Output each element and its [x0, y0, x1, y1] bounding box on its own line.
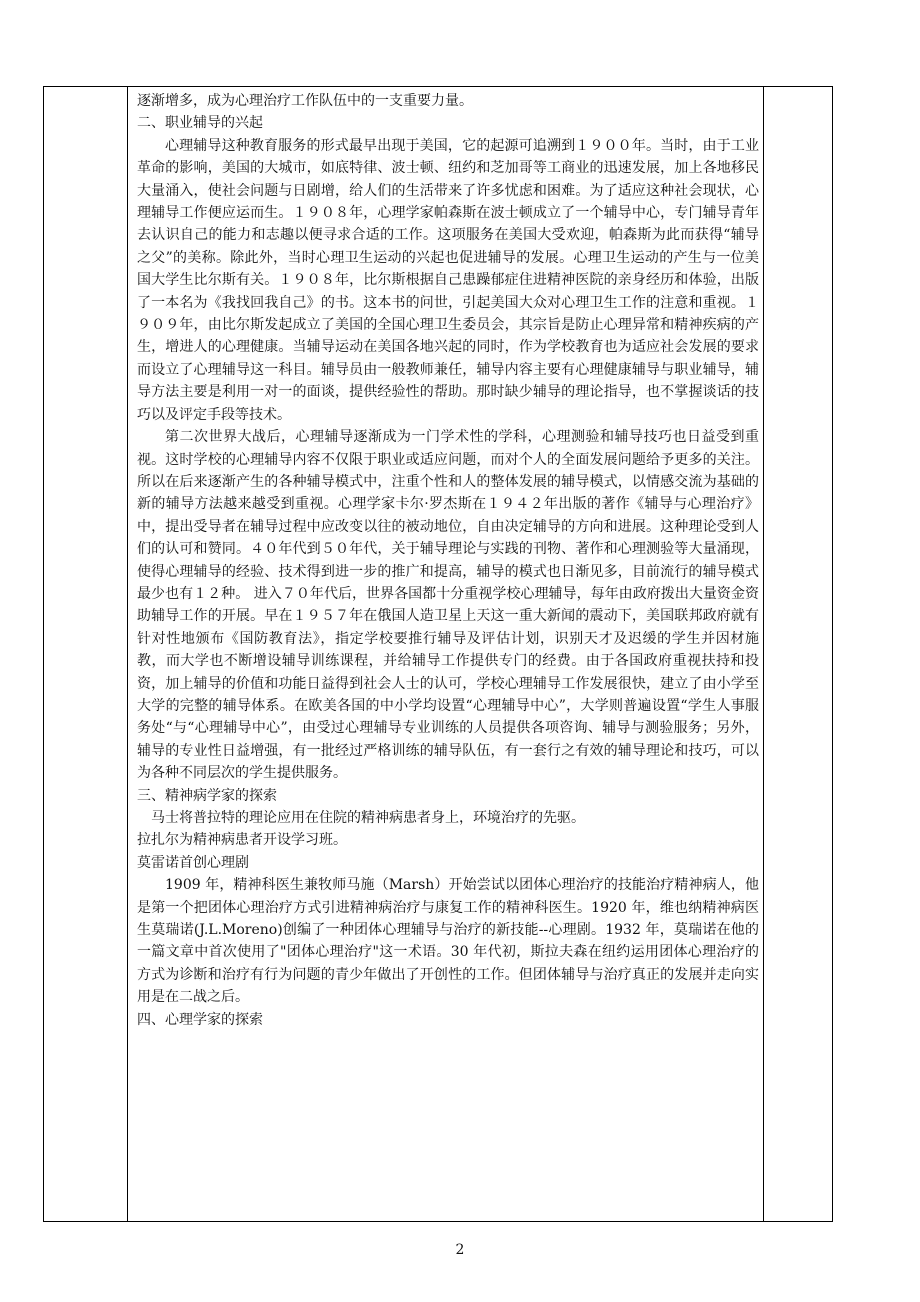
section-heading-psychologists: 四、心理学家的探索 — [137, 1011, 263, 1028]
section-heading-psychiatrists: 三、精神病学家的探索 — [137, 787, 277, 804]
paragraph-moreno-heading: 莫雷诺首创心理剧 — [137, 854, 249, 871]
document-table — [43, 86, 833, 1222]
paragraph-post-war-development: 第二次世界大战后，心理辅导逐渐成为一门学术性的学科，心理测验和辅导技巧也日益受到重视。这时学校的心理辅导内容不仅限于职业或适应问题，而对个人的全面发展问题给予更多的关注。所以在后来逐渐产生的各种辅导模式中，注重个性和人的整体发展的辅导模式，以情感交流为基础的新的辅导方法越来越受到重视。心理学家卡尔·罗杰斯在１９４２年出版的著作《辅导与心理治疗》中，提出受导者在辅导过程中应改变以往的被动地位，自由决定辅导的方向和进展。这种理论受到人们的认可和赞同。４０年代到５０年代，关于辅导理论与实践的刊物、著作和心理测验等大量涌现，使得心理辅导的经验、技术得到进一步的推广和提高，辅导的模式也日渐见多，目前流行的辅导模式最少也有１２种。 进入７０年代后，世界各国都十分重视学校心理辅导，每年由政府拨出大量资金资助辅导工作的开展。早在１９５７年在俄国人造卫星上天这一重大新闻的震动下，美国联邦政府就有针对性地颁布《国防教育法》，指定学校要推行辅导及评估计划，识别天才及迟缓的学生并因材施教，而大学也不断增设辅导训练课程，并给辅导工作提供专门的经费。由于各国政府重视扶持和投资，加上辅导的价值和功能日益得到社会人士的认可，学校心理辅导工作发展很快，建立了由小学至大学的完整的辅导体系。在欧美各国的中小学均设置“心理辅导中心”，大学则普遍设置“学生人事服务处“与“心理辅导中心”，由受过心理辅导专业训练的人员提供各项咨询、辅导与测验服务；另外，辅导的专业性日益增强，有一批经过严格训练的辅导队伍，有一套行之有效的辅导理论和技巧，可以为各种不同层次的学生提供服务。 — [137, 429, 759, 782]
paragraph-group-therapy-history: 1909 年，精神科医生兼牧师马施（Marsh）开始尝试以团体心理治疗的技能治疗精神病人，他是第一个把团体心理治疗方式引进精神病治疗与康复工作的精神科医生。1920 年，维也纳精神病医生莫瑞诺(J.L.Moreno)创编了一种团体心理辅导与治疗的新技能--心理剧。1932 年，莫瑞诺在他的一篇文章中首次使用了"团体心理治疗"这一术语。30 年代初，斯拉夫森在纽约运用团体心理治疗的方式为诊断和治疗有行为问题的青少年做出了开创性的工作。但团体辅导与治疗真正的发展并走向实用是在二战之后。 — [137, 877, 759, 1006]
section-heading-vocational-guidance: 二、职业辅导的兴起 — [137, 115, 263, 132]
page-number: 2 — [455, 1242, 465, 1258]
paragraph-origin-of-guidance: 心理辅导这种教育服务的形式最早出现于美国，它的起源可追溯到１９００年。当时，由于工业革命的影响，美国的大城市，如底特律、波士顿、纽约和芝加哥等工商业的迅速发展，加上各地移民大量涌入，使社会问题与日剧增，给人们的生活带来了许多忧虑和困难。为了适应这种社会现状，心理辅导工作便应运而生。１９０８年，心理学家帕森斯在波士顿成立了一个辅导中心，专门辅导青年去认识自己的能力和志趣以便寻求合适的工作。这项服务在美国大受欢迎，帕森斯为此而获得“辅导之父”的美称。除此外，当时心理卫生运动的兴起也促进辅导的发展。心理卫生运动的产生与一位美国大学生比尔斯有关。１９０８年，比尔斯根据自己患躁郁症住进精神医院的亲身经历和体验，出版了一本名为《我找回我自己》的书。这本书的问世，引起美国大众对心理卫生工作的注意和重视。１９０９年，由比尔斯发起成立了美国的全国心理卫生委员会，其宗旨是防止心理异常和精神疾病的产生，增进人的心理健康。当辅导运动在美国各地兴起的同时，作为学校教育也为适应社会发展的要求而设立了心理辅导这一科目。辅导员由一般教师兼任，辅导内容主要有心理健康辅导与职业辅导，辅导方法主要是利用一对一的面谈，提供经验性的帮助。那时缺少辅导的理论指导，也不掌握谈话的技巧以及评定手段等技术。 — [137, 137, 759, 423]
paragraph-marsh-pratt: 马士将普拉特的理论应用在住院的精神病患者身上，环境治疗的先驱。 — [151, 810, 585, 826]
paragraph-continuation: 逐渐增多，成为心理治疗工作队伍中的一支重要力量。 — [137, 93, 473, 109]
paragraph-lazell: 拉扎尔为精神病患者开设学习班。 — [137, 832, 347, 849]
table-column-divider-left — [127, 87, 128, 1221]
table-content-cell — [137, 90, 759, 1031]
table-column-divider-right — [763, 87, 764, 1221]
